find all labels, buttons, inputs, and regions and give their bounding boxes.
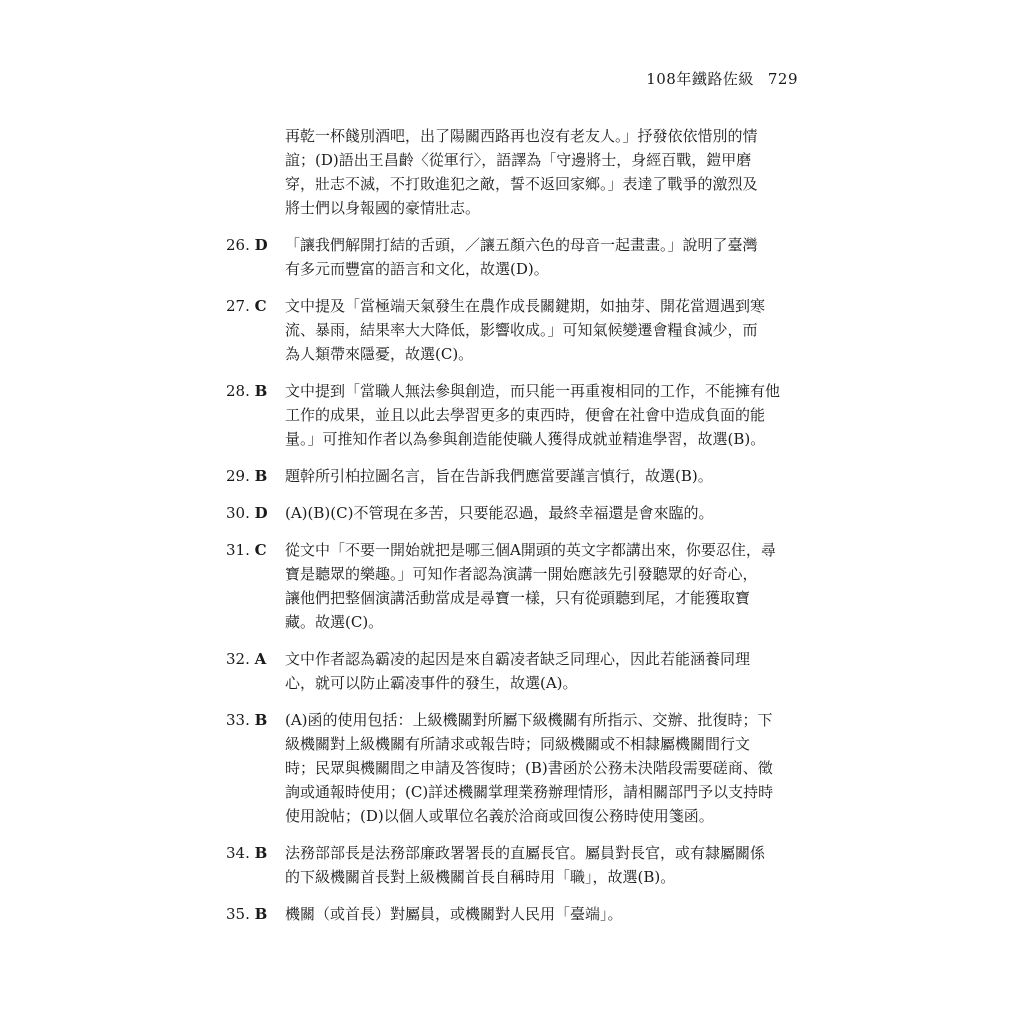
question-number: 26.	[226, 236, 250, 254]
question-label	[226, 538, 266, 562]
intro-paragraph	[0, 124, 1024, 220]
answer-entry	[0, 902, 1024, 926]
explanation-line: 文中作者認為霸凌的起因是來自霸凌者缺乏同理心，因此若能涵養同理	[285, 650, 751, 668]
answer-letter: D	[254, 504, 268, 522]
page-number: 729	[767, 70, 798, 88]
answer-letter: D	[254, 236, 268, 254]
answer-entry	[0, 233, 1024, 281]
explanation-line: 使用說帖；(D)以個人或單位名義於洽商或回復公務時使用箋函。	[285, 807, 714, 825]
answer-letter: C	[254, 297, 267, 315]
explanation-line: 穿，壯志不滅，不打敗進犯之敵，誓不返回家鄉。」表達了戰爭的激烈及	[285, 175, 758, 193]
explanation-line: 寶是聽眾的樂趣。」可知作者認為演講一開始應該先引發聽眾的好奇心，	[285, 565, 758, 583]
question-number: 30.	[226, 504, 250, 522]
question-number: 35.	[226, 905, 250, 923]
header-title: 108年鐵路佐級	[646, 70, 754, 88]
answer-entry	[0, 538, 1024, 634]
explanation-line: 級機關對上級機關有所請求或報告時；同級機關或不相隸屬機關間行文	[285, 735, 751, 753]
answer-letter: B	[254, 905, 268, 923]
question-label	[226, 233, 266, 257]
question-number: 27.	[226, 297, 250, 315]
explanation-line: 文中提到「當職人無法參與創造，而只能一再重複相同的工作，不能擁有他	[285, 382, 781, 400]
explanation-line: 文中提及「當極端天氣發生在農作成長關鍵期，如抽芽、開花當週遇到寒	[285, 297, 766, 315]
explanation-line: 心，就可以防止霸凌事件的發生，故選(A)。	[285, 674, 578, 692]
answer-explanations	[0, 124, 1024, 939]
explanation-line: 「讓我們解開打結的舌頭，／讓五顏六色的母音一起畫畫。」說明了臺灣	[285, 236, 758, 254]
answer-entry	[0, 708, 1024, 828]
explanation-line: 時；民眾與機關間之申請及答復時；(B)書函於公務未決階段需要磋商、徵	[285, 759, 773, 777]
answer-letter: B	[254, 467, 268, 485]
question-label	[226, 902, 266, 926]
answer-letter: B	[254, 382, 268, 400]
question-label	[226, 379, 266, 403]
explanation-line: 量。」可推知作者以為參與創造能使職人獲得成就並精進學習，故選(B)。	[285, 430, 766, 448]
question-label	[226, 294, 266, 318]
question-number: 32.	[226, 650, 250, 668]
question-label	[226, 841, 266, 865]
explanation-line: 法務部部長是法務部廉政署署長的直屬長官。屬員對長官，或有隸屬關係	[285, 844, 766, 862]
page-header	[646, 68, 798, 89]
explanation-line: 為人類帶來隱憂，故選(C)。	[285, 345, 474, 363]
question-label	[226, 708, 266, 732]
question-number: 34.	[226, 844, 250, 862]
explanation-line: 的下級機關首長對上級機關首長自稱時用「職」，故選(B)。	[285, 868, 676, 886]
answer-entry	[0, 464, 1024, 488]
question-number: 31.	[226, 541, 250, 559]
explanation-line: 詢或通報時使用；(C)詳述機關掌理業務辦理情形，請相關部門予以支持時	[285, 783, 774, 801]
explanation-line: 有多元而豐富的語言和文化，故選(D)。	[285, 260, 549, 278]
explanation-line: 從文中「不要一開始就把是哪三個A開頭的英文字都講出來，你要忍住，尋	[285, 541, 776, 559]
explanation-line: 工作的成果，並且以此去學習更多的東西時，便會在社會中造成負面的能	[285, 406, 766, 424]
answer-letter: B	[254, 844, 268, 862]
question-number: 28.	[226, 382, 250, 400]
answer-entry	[0, 379, 1024, 451]
explanation-line: 再乾一杯餞別酒吧，出了陽關西路再也沒有老友人。」抒發依依惜別的情	[285, 127, 758, 145]
answer-letter: C	[254, 541, 267, 559]
answer-entry	[0, 647, 1024, 695]
question-number: 29.	[226, 467, 250, 485]
answer-letter: A	[254, 650, 267, 668]
answer-entry	[0, 501, 1024, 525]
explanation-line: 誼；(D)語出王昌齡〈從軍行〉，語譯為「守邊將士，身經百戰，鎧甲磨	[285, 151, 752, 169]
explanation-line: (A)函的使用包括：上級機關對所屬下級機關有所指示、交辦、批復時；下	[285, 711, 773, 729]
explanation-line: 流、暴雨，結果率大大降低，影響收成。」可知氣候變遷會糧食減少，而	[285, 321, 758, 339]
question-label	[226, 647, 266, 671]
question-number: 33.	[226, 711, 250, 729]
answer-entry	[0, 841, 1024, 889]
answer-letter: B	[254, 711, 268, 729]
explanation-line: 題幹所引柏拉圖名言，旨在告訴我們應當要謹言慎行，故選(B)。	[285, 467, 713, 485]
answer-entry	[0, 294, 1024, 366]
question-label	[226, 464, 266, 488]
question-label	[226, 501, 266, 525]
explanation-line: 藏。故選(C)。	[285, 613, 384, 631]
explanation-line: 機關（或首長）對屬員，或機關對人民用「臺端」。	[285, 905, 623, 923]
explanation-line: 將士們以身報國的豪情壯志。	[285, 199, 481, 217]
explanation-line: 讓他們把整個演講活動當成是尋寶一樣，只有從頭聽到尾，才能獲取寶	[285, 589, 751, 607]
explanation-line: (A)(B)(C)不管現在多苦，只要能忍過，最終幸福還是會來臨的。	[285, 504, 714, 522]
